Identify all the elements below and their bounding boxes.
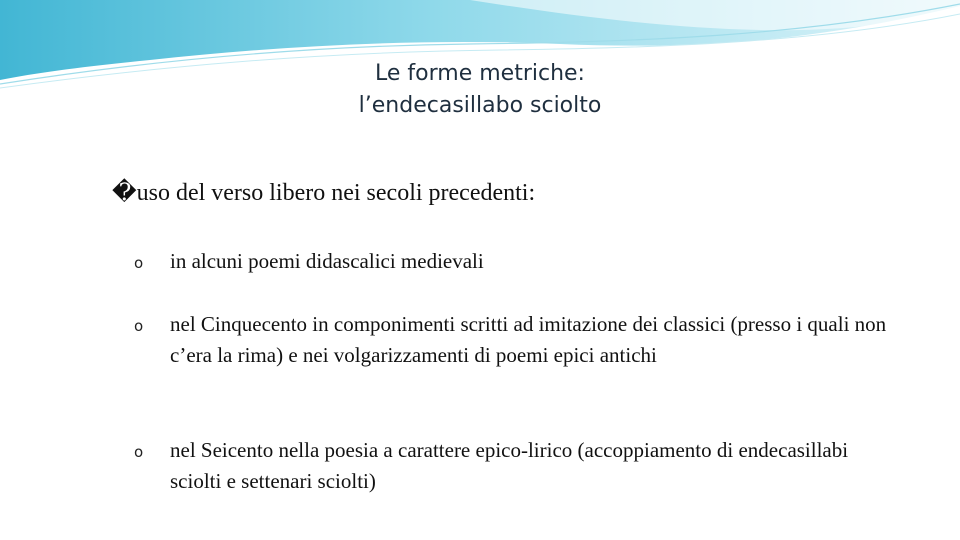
bullet-glyph-icon: � bbox=[112, 180, 137, 206]
sub-bullet bbox=[134, 309, 894, 371]
sub-bullet bbox=[134, 435, 894, 497]
circle-bullet-icon: o bbox=[134, 254, 144, 272]
main-bullet bbox=[112, 178, 535, 207]
sub-bullet bbox=[134, 246, 894, 277]
slide-title bbox=[0, 58, 960, 122]
circle-bullet-icon: o bbox=[134, 443, 144, 461]
sub-bullet-text: in alcuni poemi didascalici medievali bbox=[170, 249, 484, 273]
title-line-2: l’endecasillabo sciolto bbox=[358, 93, 602, 118]
title-line-1: Le forme metriche: bbox=[375, 61, 585, 86]
sub-bullet-text: nel Cinquecento in componimenti scritti ad imitazione dei classici (presso i quali non c’era la rima) e nei volgarizzamenti di poemi epici antichi bbox=[170, 312, 887, 367]
circle-bullet-icon: o bbox=[134, 317, 144, 335]
main-bullet-text: uso del verso libero nei secoli precedenti: bbox=[136, 180, 536, 206]
sub-bullet-text: nel Seicento nella poesia a carattere epico-lirico (accoppiamento di endecasillabi sciolti e settenari sciolti) bbox=[170, 438, 849, 493]
